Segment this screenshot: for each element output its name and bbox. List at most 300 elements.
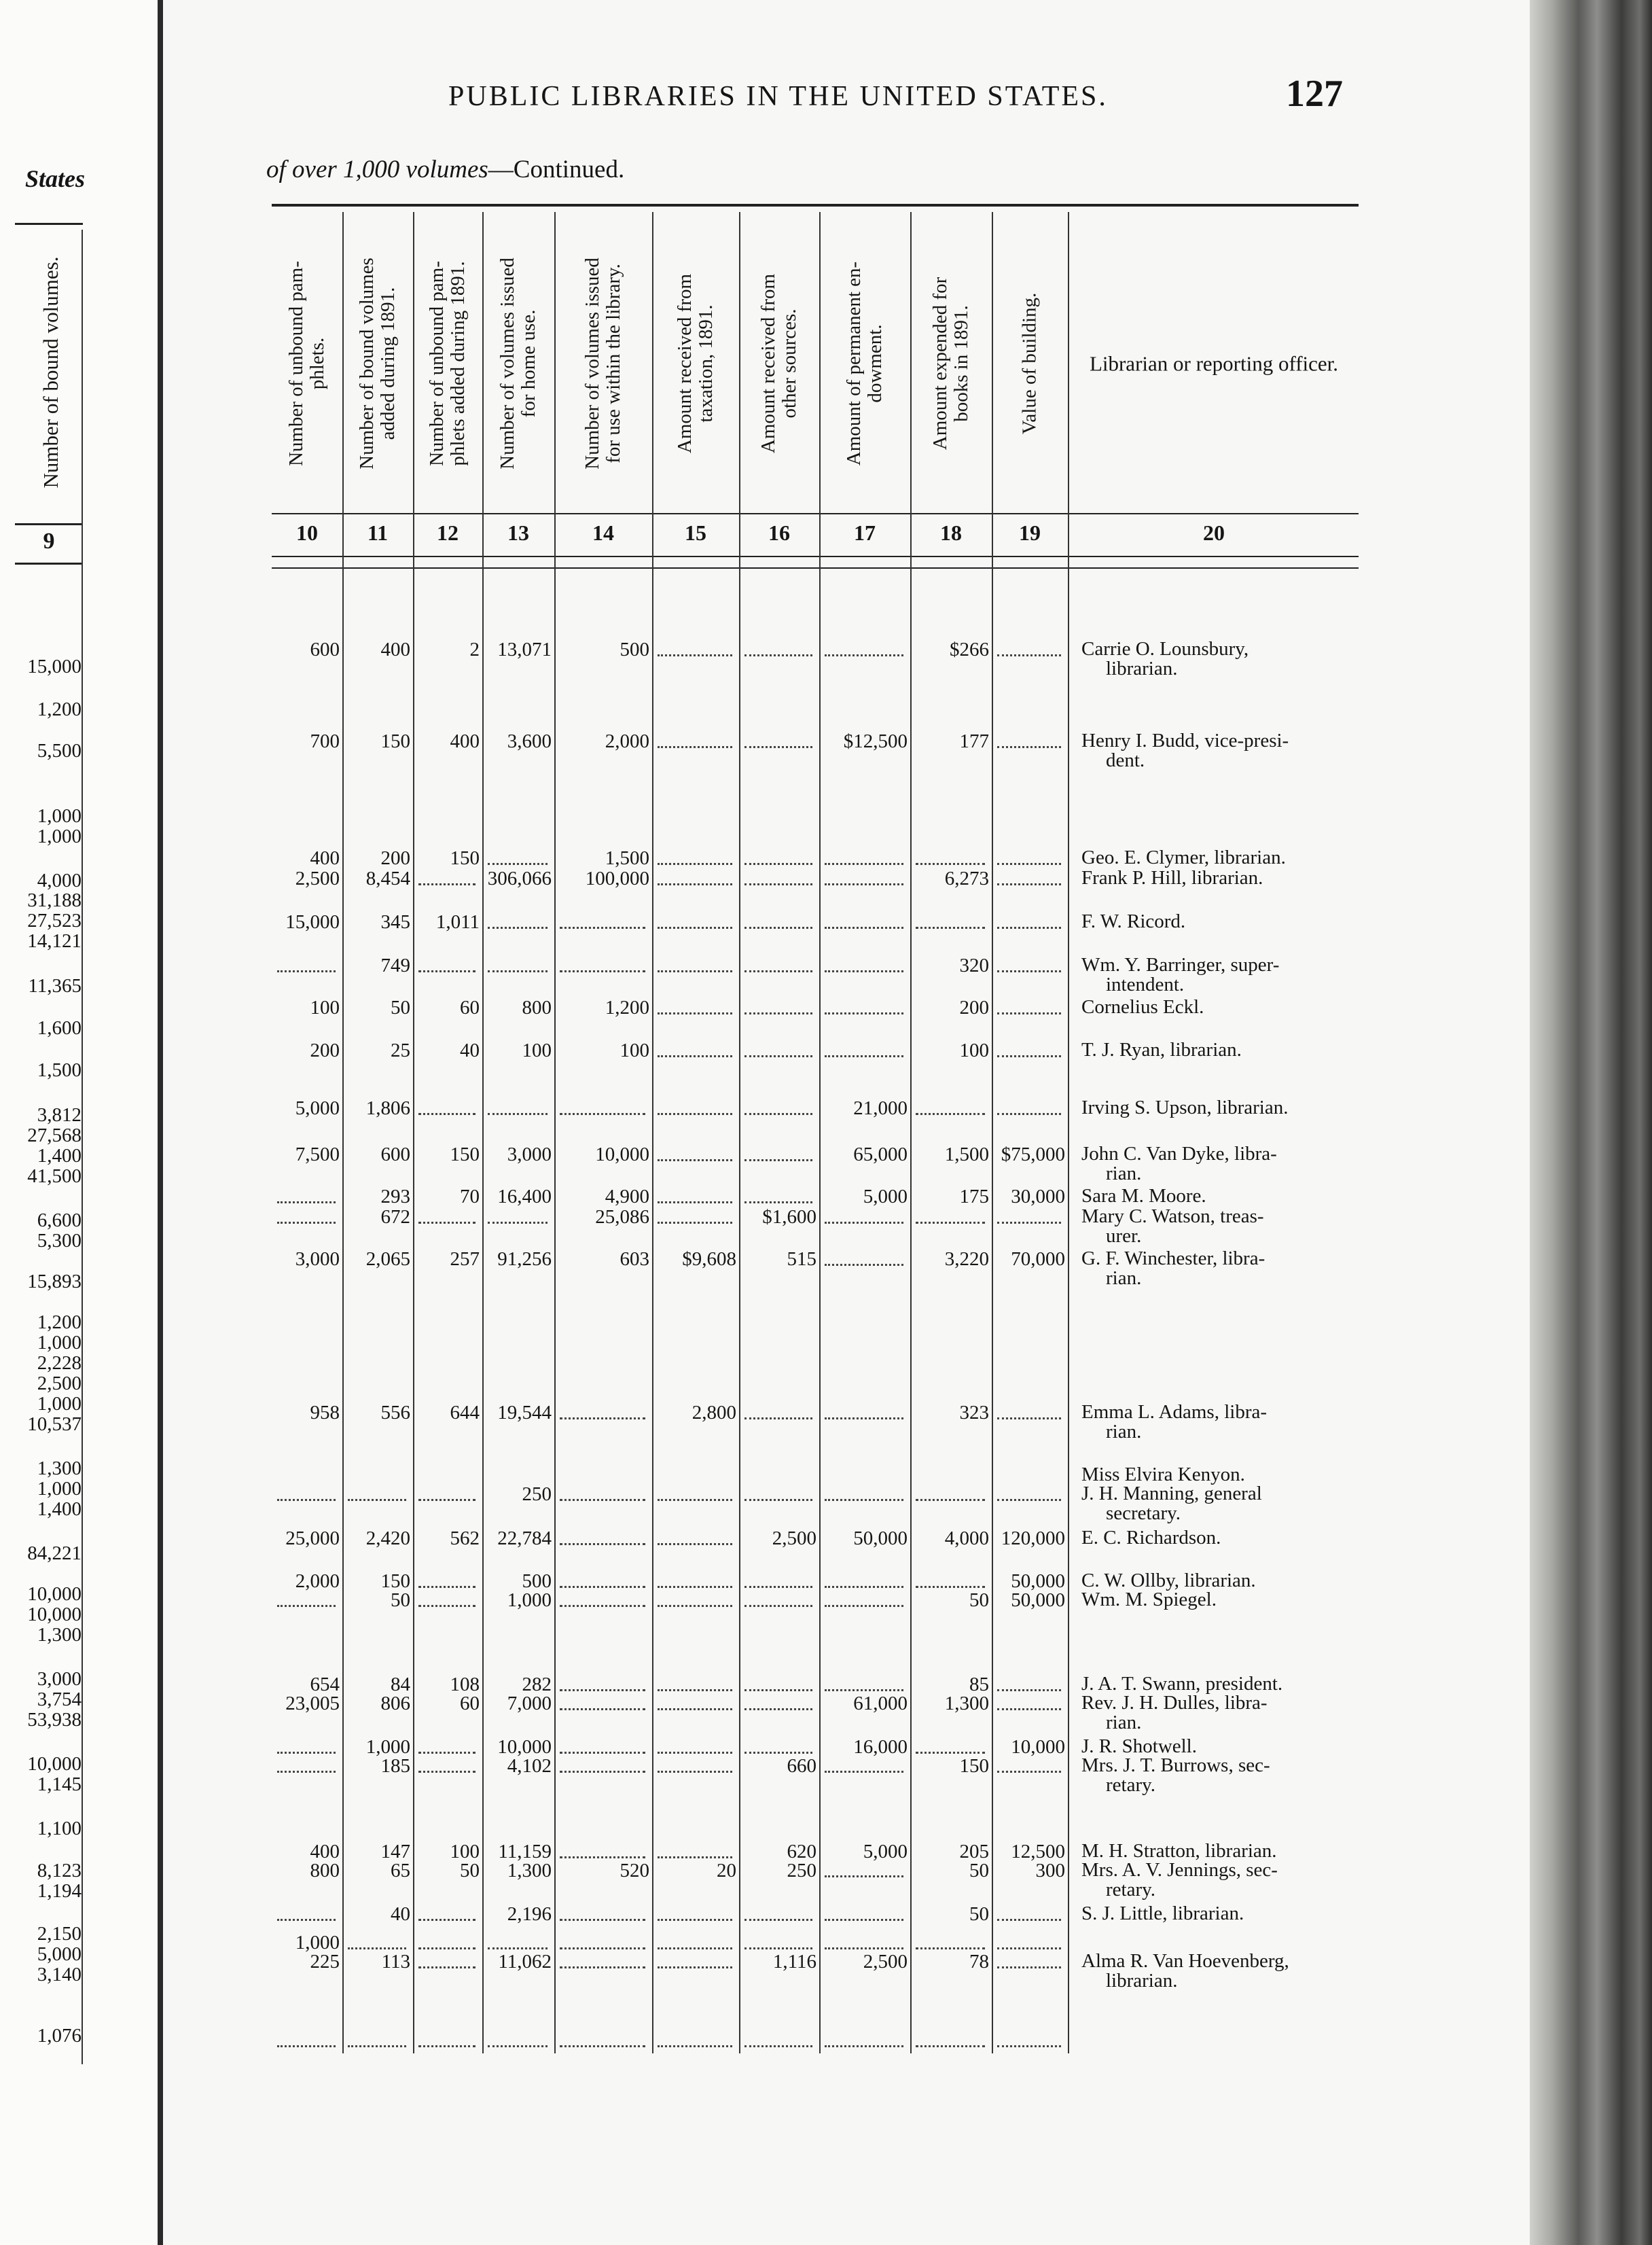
leader-dots [658, 1113, 732, 1116]
table-cell: 400 [450, 730, 480, 752]
leader-dots [560, 1543, 645, 1546]
table-cell: 1,806 [365, 1097, 410, 1119]
table-cell: 50,000 [853, 1527, 908, 1549]
librarian-name-cont: librarian. [1106, 658, 1178, 679]
leader-dots [277, 1499, 336, 1502]
table-cell: 61,000 [853, 1693, 908, 1714]
librarian-name-line: Alma R. Van Hoevenberg, [1081, 1950, 1289, 1972]
table-cell: 65 [391, 1860, 410, 1881]
table-cell: 60 [460, 1693, 480, 1714]
facing-page-value: 10,000 [27, 1753, 82, 1775]
librarian-name [1081, 1465, 1360, 1485]
leader-dots [997, 654, 1061, 658]
leader-dots [997, 1499, 1061, 1502]
facing-page-value: 10,000 [27, 1583, 82, 1605]
table-cell: 660 [787, 1755, 816, 1777]
librarian-name [1081, 955, 1360, 995]
table-cell: $75,000 [1001, 1144, 1065, 1165]
column-number: 15 [685, 520, 706, 545]
leader-dots [916, 2045, 985, 2049]
librarian-name [1081, 1737, 1360, 1756]
table-cell: 25,086 [595, 1206, 649, 1228]
table-cell: 22,784 [497, 1527, 552, 1549]
table-cell: 225 [310, 1951, 340, 1973]
facing-page-value: 1,000 [37, 1332, 82, 1354]
table-cell: 1,300 [507, 1860, 552, 1881]
table-cell: 800 [522, 997, 552, 1019]
leader-dots [997, 970, 1061, 974]
table-cell: $9,608 [682, 1248, 736, 1270]
facing-page-value: 3,754 [37, 1689, 82, 1710]
librarian-name-cont: rian. [1106, 1163, 1142, 1184]
column-number: 11 [367, 520, 389, 545]
table-cell: 100 [450, 1841, 480, 1862]
table-cell: 345 [380, 911, 410, 933]
table-cell: 4,102 [507, 1755, 552, 1777]
leader-dots [658, 927, 732, 930]
leader-dots [825, 1417, 903, 1421]
leader-dots [825, 1055, 903, 1059]
leader-dots [997, 1919, 1061, 1922]
facing-page-value: 10,537 [27, 1413, 82, 1435]
leader-dots [277, 1919, 336, 1922]
table-cell: 1,000 [295, 1932, 340, 1954]
leader-dots [418, 883, 475, 887]
leader-dots [744, 1113, 812, 1116]
librarian-name-line: Carrie O. Lounsbury, [1081, 638, 1249, 660]
librarian-name-line: Mrs. J. T. Burrows, sec- [1081, 1754, 1270, 1776]
leader-dots [825, 927, 903, 930]
facing-page-value: 1,500 [37, 1059, 82, 1081]
librarian-name-line: Geo. E. Clymer, librarian. [1081, 847, 1286, 868]
table-cell: 200 [310, 1040, 340, 1061]
column-heading-18 [910, 217, 992, 510]
leader-dots [997, 1708, 1061, 1712]
leader-dots [825, 1919, 903, 1922]
table-cell: 1,000 [507, 1589, 552, 1611]
leader-dots [658, 1222, 732, 1225]
leader-dots [348, 1499, 406, 1502]
leader-dots [744, 2045, 812, 2049]
facing-page-value: 1,000 [37, 826, 82, 847]
leader-dots [418, 1113, 475, 1116]
rule [272, 567, 1359, 569]
table-cell: 323 [959, 1402, 989, 1424]
rule [272, 556, 1359, 557]
leader-dots [825, 1586, 903, 1589]
librarian-name-cont: dent. [1106, 749, 1145, 771]
librarian-name [1081, 1693, 1360, 1733]
leader-dots [997, 1012, 1061, 1016]
table-cell: 100 [959, 1040, 989, 1061]
column-number: 16 [768, 520, 790, 545]
table-cell: 11,159 [498, 1841, 552, 1862]
table-cell: 50 [969, 1589, 989, 1611]
librarian-name-line: J. H. Manning, general [1081, 1483, 1262, 1504]
column-heading-text: Number of bound volumes added during 1891. [356, 258, 399, 470]
column-heading-12 [413, 217, 482, 510]
librarian-name-cont: rian. [1106, 1267, 1142, 1289]
facing-page-value: 2,500 [37, 1373, 82, 1394]
table-cell: 600 [310, 639, 340, 660]
table-cell: 147 [380, 1841, 410, 1862]
table-cell: 10,000 [497, 1736, 552, 1758]
table-cell: 749 [380, 955, 410, 976]
table-cell: 21,000 [853, 1097, 908, 1119]
leader-dots [560, 1708, 645, 1712]
facing-page-value: 3,140 [37, 1964, 82, 1985]
table-cell: 60 [460, 997, 480, 1019]
table-cell: 65,000 [853, 1144, 908, 1165]
leader-dots [560, 1113, 645, 1116]
librarian-name-line: John C. Van Dyke, libra- [1081, 1143, 1277, 1165]
librarian-name [1081, 1528, 1360, 1548]
table-cell: 400 [310, 847, 340, 869]
leader-dots [744, 1159, 812, 1163]
table-cell: 84 [391, 1674, 410, 1695]
column-heading-text: Amount of permanent en- dowment. [843, 261, 886, 466]
leader-dots [825, 1771, 903, 1774]
column-number: 19 [1019, 520, 1041, 545]
table-cell: 1,011 [435, 911, 480, 933]
leader-dots [560, 1586, 645, 1589]
table-cell: 19,544 [497, 1402, 552, 1424]
leader-dots [560, 1605, 645, 1608]
librarian-name [1081, 1402, 1360, 1442]
table-cell: 620 [787, 1841, 816, 1862]
facing-page-value: 1,600 [37, 1017, 82, 1039]
leader-dots [825, 863, 903, 866]
table-cell: 958 [310, 1402, 340, 1424]
column-heading-text: Amount received from other sources. [757, 273, 800, 454]
leader-dots [825, 1264, 903, 1267]
table-cell: 175 [959, 1186, 989, 1207]
rule [15, 523, 83, 525]
facing-page-value: 27,568 [27, 1125, 82, 1146]
librarian-name-line: Wm. Y. Barringer, super- [1081, 954, 1280, 976]
table-cell: 50 [391, 1589, 410, 1611]
table-cell: 10,000 [595, 1144, 649, 1165]
table-cell: 15,000 [285, 911, 340, 933]
librarian-name [1081, 1571, 1360, 1591]
librarian-name-line: E. C. Richardson. [1081, 1527, 1221, 1549]
facing-page-header: States [24, 165, 85, 192]
leader-dots [744, 970, 812, 974]
rule [272, 204, 1359, 207]
facing-page-value: 5,000 [37, 1943, 82, 1965]
leader-dots [418, 1919, 475, 1922]
table-cell: 5,000 [863, 1841, 908, 1862]
column-heading-20 [1068, 217, 1360, 510]
table-cell: 100,000 [585, 868, 649, 889]
table-cell: 654 [310, 1674, 340, 1695]
table-cell: 40 [460, 1040, 480, 1061]
table-cell: 120,000 [1001, 1527, 1065, 1549]
facing-page-value: 1,300 [37, 1624, 82, 1646]
table-cell: 5,000 [295, 1097, 340, 1119]
library-statistics-table [272, 204, 1359, 2052]
leader-dots [916, 863, 985, 866]
table-cell: 1,116 [772, 1951, 816, 1973]
librarian-name [1081, 1674, 1360, 1694]
table-cell: 23,005 [285, 1693, 340, 1714]
librarian-name-line: Irving S. Upson, librarian. [1081, 1097, 1289, 1118]
table-cell: 2,000 [295, 1570, 340, 1592]
caption-continued: —Continued. [488, 156, 625, 183]
facing-page-value: 1,000 [37, 805, 82, 827]
table-cell: 50 [969, 1903, 989, 1925]
librarian-name [1081, 1207, 1360, 1246]
table-cell: 520 [620, 1860, 649, 1881]
column-heading-text: Amount received from taxation, 1891. [674, 273, 717, 454]
facing-page-value: 1,400 [37, 1145, 82, 1167]
leader-dots [997, 1771, 1061, 1774]
leader-dots [418, 1771, 475, 1774]
librarian-name-line: J. A. T. Swann, president. [1081, 1673, 1283, 1695]
rule [15, 223, 83, 225]
leader-dots [658, 1752, 732, 1755]
leader-dots [997, 883, 1061, 887]
table-cell: 50 [969, 1860, 989, 1881]
leader-dots [418, 1586, 475, 1589]
table-cell: 2,065 [365, 1248, 410, 1270]
table-cell: 515 [787, 1248, 816, 1270]
table-cell: 40 [391, 1903, 410, 1925]
facing-page-value: 1,000 [37, 1478, 82, 1500]
librarian-name-line: Emma L. Adams, libra- [1081, 1401, 1268, 1423]
leader-dots [658, 1919, 732, 1922]
table-cell: 562 [450, 1527, 480, 1549]
table-cell: 672 [380, 1206, 410, 1228]
librarian-name [1081, 1098, 1360, 1118]
facing-page-value: 8,123 [37, 1860, 82, 1881]
table-cell: 1,500 [944, 1144, 989, 1165]
table-cell: 150 [380, 730, 410, 752]
leader-dots [916, 1499, 985, 1502]
leader-dots [277, 1752, 336, 1755]
facing-page-value: 31,188 [27, 889, 82, 911]
table-cell: 400 [380, 639, 410, 660]
leader-dots [560, 1499, 645, 1502]
table-cell: 16,400 [497, 1186, 552, 1207]
leader-dots [825, 970, 903, 974]
librarian-name-cont: secretary. [1106, 1502, 1181, 1524]
table-cell: 205 [959, 1841, 989, 1862]
leader-dots [488, 1113, 547, 1116]
table-cell: 603 [620, 1248, 649, 1270]
leader-dots [997, 927, 1061, 930]
leader-dots [658, 1159, 732, 1163]
table-cell: 2,000 [605, 730, 649, 752]
leader-dots [658, 1586, 732, 1589]
table-cell: 600 [380, 1144, 410, 1165]
table-cell: $1,600 [762, 1206, 816, 1228]
table-cell: 100 [310, 997, 340, 1019]
leader-dots [488, 927, 547, 930]
leader-dots [997, 1113, 1061, 1116]
librarian-name-cont: librarian. [1106, 1970, 1178, 1992]
librarian-name [1081, 1951, 1360, 1991]
column-number: 17 [854, 520, 876, 545]
table-cell: 2 [469, 639, 480, 660]
table-cell: 20 [717, 1860, 736, 1881]
leader-dots [277, 1605, 336, 1608]
librarian-name-cont: retary. [1106, 1774, 1155, 1796]
librarian-name-cont: retary. [1106, 1879, 1155, 1901]
leader-dots [560, 1947, 645, 1951]
table-cell: 3,220 [944, 1248, 989, 1270]
table-cell: 150 [959, 1755, 989, 1777]
column-heading-10 [272, 217, 342, 510]
table-cell: 7,500 [295, 1144, 340, 1165]
leader-dots [560, 1966, 645, 1970]
facing-page-value: 6,600 [37, 1209, 82, 1231]
leader-dots [825, 654, 903, 658]
leader-dots [488, 1222, 547, 1225]
table-cell: 108 [450, 1674, 480, 1695]
facing-page-value: 1,100 [37, 1818, 82, 1839]
table-cell: 400 [310, 1841, 340, 1862]
leader-dots [825, 1012, 903, 1016]
table-cell: $12,500 [843, 730, 908, 752]
leader-dots [277, 1201, 336, 1205]
leader-dots [560, 1752, 645, 1755]
table-cell: 3,000 [295, 1248, 340, 1270]
librarian-name-line: Mrs. A. V. Jennings, sec- [1081, 1859, 1278, 1881]
column-number: 12 [437, 520, 459, 545]
column-heading-13 [482, 217, 554, 510]
table-cell: 500 [522, 1570, 552, 1592]
librarian-name-line: Cornelius Eckl. [1081, 996, 1204, 1018]
table-cell: 150 [450, 1144, 480, 1165]
facing-page-value: 1,200 [37, 699, 82, 720]
leader-dots [744, 1919, 812, 1922]
table-cell: 150 [450, 847, 480, 869]
leader-dots [658, 863, 732, 866]
leader-dots [916, 1113, 985, 1116]
table-cell: 644 [450, 1402, 480, 1424]
column-heading-11 [342, 217, 413, 510]
facing-page-value: 1,300 [37, 1457, 82, 1479]
table-cell: 185 [380, 1755, 410, 1777]
leader-dots [348, 2045, 406, 2049]
leader-dots [744, 1499, 812, 1502]
table-cell: 8,454 [365, 868, 410, 889]
table-cell: 1,300 [944, 1693, 989, 1714]
librarian-name [1081, 1860, 1360, 1900]
leader-dots [825, 1875, 903, 1879]
table-cell: 306,066 [487, 868, 552, 889]
leader-dots [488, 863, 547, 866]
table-cell: 50 [460, 1860, 480, 1881]
leader-dots [744, 1055, 812, 1059]
column-heading-17 [819, 217, 910, 510]
table-cell: 50,000 [1011, 1589, 1065, 1611]
leader-dots [744, 654, 812, 658]
leader-dots [744, 927, 812, 930]
table-cell: 250 [522, 1483, 552, 1505]
leader-dots [658, 1966, 732, 1970]
leader-dots [825, 883, 903, 887]
leader-dots [418, 1947, 475, 1951]
table-cell: 113 [381, 1951, 410, 1973]
table-cell: 800 [310, 1860, 340, 1881]
leader-dots [560, 1771, 645, 1774]
table-cell: 200 [959, 997, 989, 1019]
facing-page-value: 14,121 [27, 930, 82, 952]
table-cell: 1,000 [365, 1736, 410, 1758]
leader-dots [658, 970, 732, 974]
leader-dots [916, 1222, 985, 1225]
table-cell: 85 [969, 1674, 989, 1695]
facing-page-value: 15,000 [27, 656, 82, 677]
column-heading-14 [554, 217, 652, 510]
facing-page-value: 5,300 [37, 1230, 82, 1252]
librarian-name-line: J. R. Shotwell. [1081, 1735, 1197, 1757]
table-cell: 10,000 [1011, 1736, 1065, 1758]
leader-dots [744, 883, 812, 887]
librarian-name-cont: urer. [1106, 1225, 1142, 1247]
librarian-name-line: Frank P. Hill, librarian. [1081, 867, 1263, 889]
table-cell: 4,900 [605, 1186, 649, 1207]
leader-dots [997, 1417, 1061, 1421]
table-cell: 4,000 [944, 1527, 989, 1549]
leader-dots [658, 1689, 732, 1693]
facing-page-value: 3,000 [37, 1668, 82, 1690]
table-cell: 30,000 [1011, 1186, 1065, 1207]
leader-dots [560, 1417, 645, 1421]
column-number: 18 [940, 520, 962, 545]
rule [272, 513, 1359, 514]
leader-dots [418, 1605, 475, 1608]
leader-dots [658, 1947, 732, 1951]
leader-dots [560, 1689, 645, 1693]
table-cell: 806 [380, 1693, 410, 1714]
librarian-name-line: Mary C. Watson, treas- [1081, 1205, 1264, 1227]
librarian-name-cont: intendent. [1106, 974, 1185, 995]
leader-dots [997, 1689, 1061, 1693]
librarian-name-line: T. J. Ryan, librarian. [1081, 1039, 1242, 1061]
librarian-name [1081, 1144, 1360, 1184]
column-heading-15 [652, 217, 739, 510]
leader-dots [997, 2045, 1061, 2049]
column-heading-19 [992, 217, 1068, 510]
facing-page-value: 84,221 [27, 1542, 82, 1564]
librarian-name [1081, 1484, 1360, 1523]
librarian-name-line: Miss Elvira Kenyon. [1081, 1464, 1245, 1485]
table-cell: 3,600 [507, 730, 552, 752]
table-cell: 2,420 [365, 1527, 410, 1549]
facing-page-value: 4,000 [37, 870, 82, 891]
leader-dots [744, 1201, 812, 1205]
column-number: 10 [296, 520, 318, 545]
librarian-name-line: C. W. Ollby, librarian. [1081, 1570, 1256, 1591]
facing-page-value: 1,200 [37, 1311, 82, 1333]
leader-dots [658, 1055, 732, 1059]
leader-dots [997, 863, 1061, 866]
table-cell: 25,000 [285, 1527, 340, 1549]
librarian-name [1081, 731, 1360, 771]
leader-dots [488, 970, 547, 974]
table-cell: 500 [620, 639, 649, 660]
column-number: 13 [507, 520, 529, 545]
librarian-name [1081, 912, 1360, 932]
table-cell: $266 [950, 639, 989, 660]
table-cell: 6,273 [944, 868, 989, 889]
facing-page-value: 1,000 [37, 1393, 82, 1415]
column-heading-text: Amount expended for books in 1891. [929, 277, 972, 450]
table-cell: 3,000 [507, 1144, 552, 1165]
